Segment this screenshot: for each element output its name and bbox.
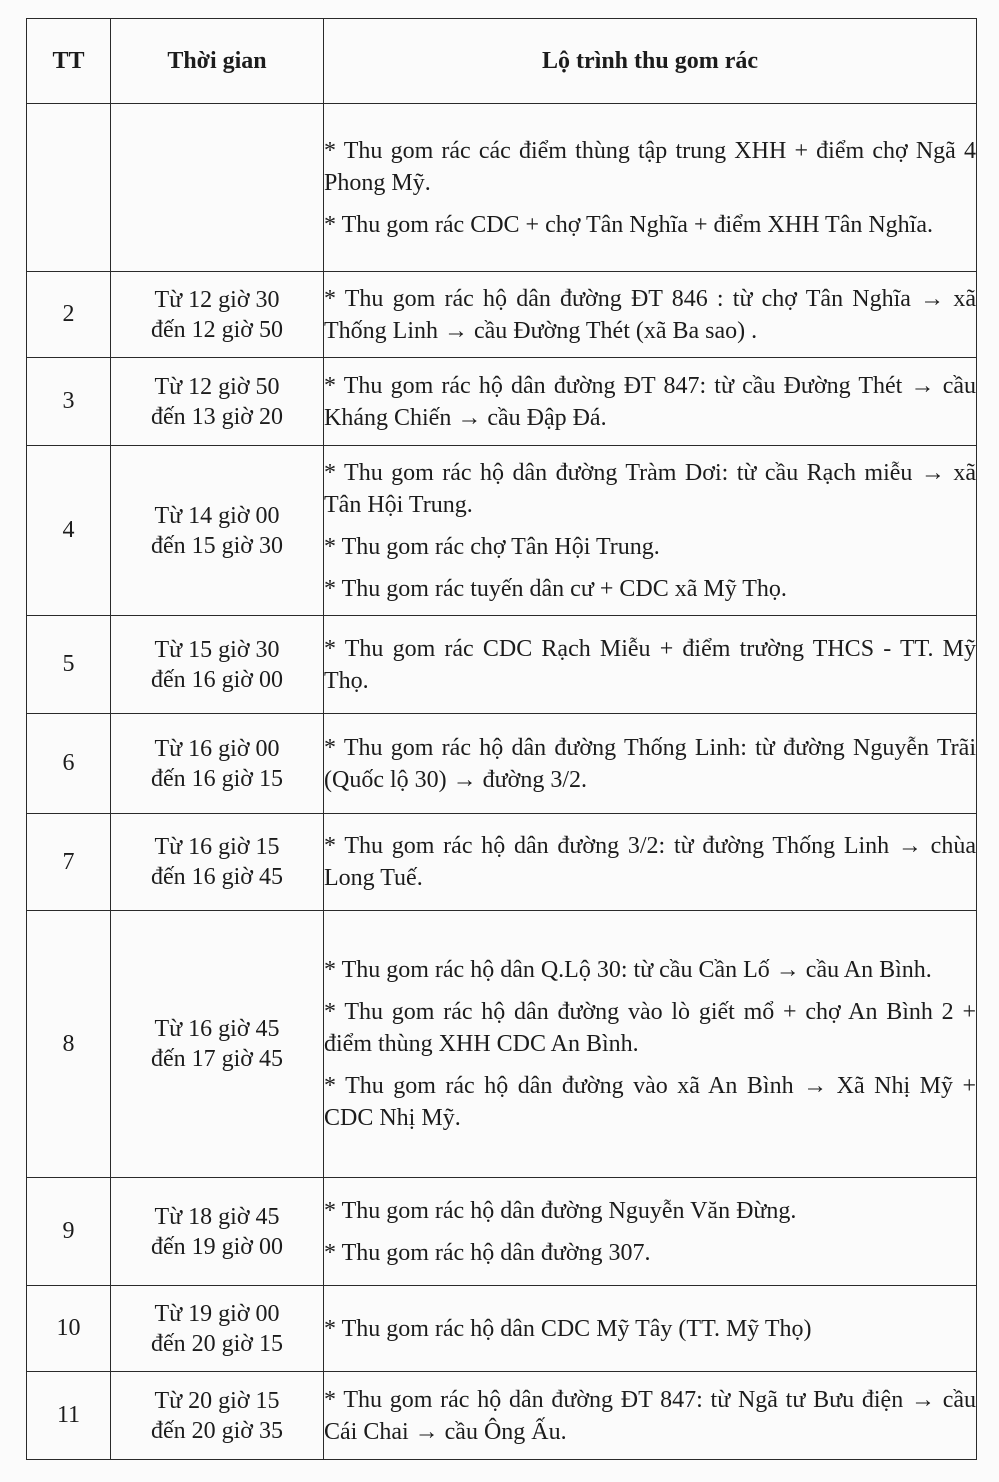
time-cell [111,1178,324,1286]
row-number: 4 [27,446,111,616]
table-row [27,446,977,616]
table-header-row [27,19,977,104]
time-to: đến 15 giờ 30 [150,532,283,559]
table-row [27,104,977,272]
time-cell [111,1372,324,1460]
route-item: * Thu gom rác hộ dân đường ĐT 847: từ Ngã tư Bưu điện → cầu Cái Chai → cầu Ông Ấu. [324,1386,976,1445]
time-to: đến 20 giờ 35 [150,1417,283,1444]
table-row [27,1286,977,1372]
table-row [27,1178,977,1286]
table-row [27,272,977,358]
time-to: đến 13 giờ 20 [150,403,283,430]
time-to: đến 12 giờ 50 [150,316,283,343]
table-row [27,714,977,814]
time-from: Từ 12 giờ 50 [154,373,280,400]
route-cell [324,714,977,814]
time-from: Từ 19 giờ 00 [154,1300,280,1327]
row-number: 6 [27,714,111,814]
route-item: * Thu gom rác hộ dân Q.Lộ 30: từ cầu Cần Lố → cầu An Bình. [324,957,932,983]
time-to: đến 16 giờ 45 [150,864,283,890]
time-from: Từ 15 giờ 30 [154,636,280,663]
route-item: * Thu gom rác hộ dân đường ĐT 846 : từ chợ Tân Nghĩa → xã Thống Linh → cầu Đường Thét (xã Ba sao) . [324,285,976,344]
time-cell [111,814,324,911]
route-item: * Thu gom rác hộ dân đường Nguyễn Văn Đừng. [324,1197,797,1224]
time-from: Từ 20 giờ 15 [154,1387,280,1414]
table-row [27,616,977,714]
route-cell [324,1178,977,1286]
time-cell [111,911,324,1178]
route-item: * Thu gom rác CDC Rạch Miễu + điểm trường THCS - TT. Mỹ Thọ. [324,635,976,694]
route-cell [324,616,977,714]
time-to: đến 16 giờ 15 [150,765,283,792]
route-cell [324,911,977,1178]
table-row [27,1372,977,1460]
route-item: * Thu gom rác CDC + chợ Tân Nghĩa + điểm XHH Tân Nghĩa. [324,211,933,238]
time-from: Từ 18 giờ 45 [154,1203,280,1230]
row-number: 8 [27,911,111,1178]
row-number: 10 [27,1286,111,1372]
time-cell [111,616,324,714]
time-to: đến 20 giờ 15 [150,1330,283,1357]
route-item: * Thu gom rác hộ dân đường vào lò giết mổ + chợ An Bình 2 + điểm thùng XHH CDC An Bình. [324,999,976,1057]
time-from: Từ 16 giờ 00 [154,735,280,762]
row-number: 3 [27,358,111,446]
time-cell [111,104,324,272]
time-cell [111,358,324,446]
route-item: * Thu gom rác hộ dân đường vào xã An Bình → Xã Nhị Mỹ + CDC Nhị Mỹ. [324,1073,976,1131]
table-row [27,814,977,911]
route-cell [324,272,977,358]
time-from: Từ 16 giờ 15 [154,834,280,860]
time-cell [111,272,324,358]
row-number: 7 [27,814,111,911]
route-cell [324,1286,977,1372]
route-item: * Thu gom rác hộ dân đường Thống Linh: từ đường Nguyễn Trãi (Quốc lộ 30) → đường 3/2. [324,734,976,793]
route-item: * Thu gom rác chợ Tân Hội Trung. [324,533,660,560]
route-item: * Thu gom rác hộ dân đường 3/2: từ đường Thống Linh → chùa Long Tuế. [324,833,976,891]
table-row [27,358,977,446]
route-item: * Thu gom rác hộ dân đường ĐT 847: từ cầu Đường Thét → cầu Kháng Chiến → cầu Đập Đá. [324,372,976,431]
row-number: 9 [27,1178,111,1286]
row-number: 2 [27,272,111,358]
route-cell [324,446,977,616]
time-to: đến 16 giờ 00 [150,666,283,693]
time-from: Từ 14 giờ 00 [154,502,280,529]
time-to: đến 19 giờ 00 [150,1233,283,1260]
route-item: * Thu gom rác các điểm thùng tập trung XHH + điểm chợ Ngã 4 Phong Mỹ. [324,137,976,196]
route-cell [324,104,977,272]
header-route: Lộ trình thu gom rác [324,19,977,104]
time-cell [111,714,324,814]
route-item: * Thu gom rác hộ dân đường Tràm Dơi: từ cầu Rạch miễu → xã Tân Hội Trung. [324,459,976,518]
route-cell [324,1372,977,1460]
time-cell [111,446,324,616]
row-number [27,104,111,272]
row-number: 5 [27,616,111,714]
row-number: 11 [27,1372,111,1460]
route-item: * Thu gom rác tuyến dân cư + CDC xã Mỹ Thọ. [324,575,787,602]
time-to: đến 17 giờ 45 [150,1046,283,1072]
time-cell [111,1286,324,1372]
header-tt: TT [27,19,111,104]
time-from: Từ 16 giờ 45 [154,1016,280,1042]
header-time: Thời gian [111,19,324,104]
route-item: * Thu gom rác hộ dân đường 307. [324,1239,651,1266]
route-cell [324,358,977,446]
table-row [27,911,977,1178]
time-from: Từ 12 giờ 30 [154,286,280,313]
garbage-collection-schedule-table [26,18,977,1460]
route-cell [324,814,977,911]
route-item: * Thu gom rác hộ dân CDC Mỹ Tây (TT. Mỹ Thọ) [324,1315,812,1342]
